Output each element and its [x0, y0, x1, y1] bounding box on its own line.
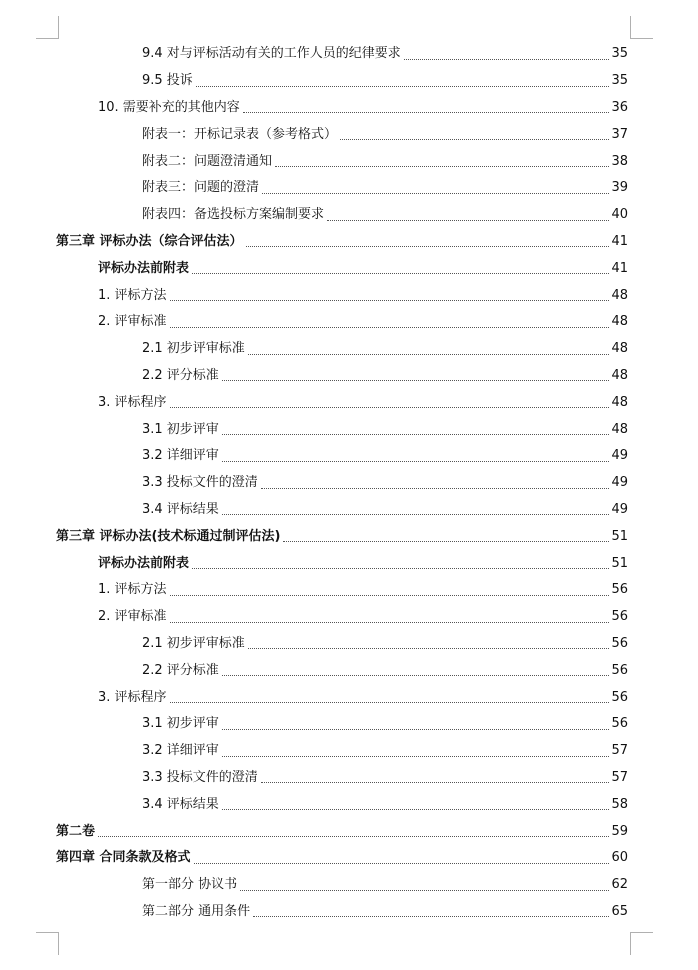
- toc-entry-title: 评标办法前附表: [98, 555, 190, 571]
- toc-dot-leader: [340, 139, 625, 140]
- toc-dot-leader: [253, 916, 625, 917]
- toc-entry[interactable]: [0, 765, 698, 792]
- toc-dot-leader: [404, 59, 625, 60]
- toc-entry-page-number: 51: [611, 528, 628, 544]
- crop-mark-bottom-right: [630, 932, 653, 955]
- toc-entry-title: 3.2 详细评审: [142, 743, 219, 759]
- toc-entry-title: 1. 评标方法: [98, 287, 167, 303]
- toc-dot-leader: [192, 568, 625, 569]
- crop-mark-top-left: [36, 16, 59, 39]
- toc-entry-title: 附表三：问题的澄清: [142, 180, 260, 196]
- toc-dot-leader: [243, 112, 625, 113]
- toc-entry-page-number: 48: [611, 314, 628, 330]
- toc-entry-title: 1. 评标方法: [98, 582, 167, 598]
- toc-dot-leader: [222, 461, 625, 462]
- toc-entry[interactable]: [0, 148, 698, 175]
- toc-dot-leader: [222, 809, 625, 810]
- toc-dot-leader: [222, 380, 625, 381]
- toc-entry-title: 第四章 合同条款及格式: [56, 850, 191, 866]
- toc-entry[interactable]: [0, 229, 698, 256]
- crop-mark-bottom-left: [36, 932, 59, 955]
- toc-dot-leader: [170, 327, 625, 328]
- toc-dot-leader: [192, 273, 625, 274]
- toc-dot-leader: [170, 595, 625, 596]
- toc-entry[interactable]: [0, 443, 698, 470]
- toc-entry[interactable]: [0, 657, 698, 684]
- toc-entry-title: 9.5 投诉: [142, 73, 193, 89]
- toc-dot-leader: [261, 782, 625, 783]
- toc-dot-leader: [170, 702, 625, 703]
- toc-entry-title: 第二部分 通用条件: [142, 903, 251, 919]
- toc-entry-page-number: 60: [611, 850, 628, 866]
- toc-entry-title: 3. 评标程序: [98, 689, 167, 705]
- toc-dot-leader: [170, 622, 625, 623]
- toc-entry[interactable]: [0, 818, 698, 845]
- toc-entry[interactable]: [0, 497, 698, 524]
- toc-entry-title: 3.4 评标结果: [142, 796, 219, 812]
- toc-entry[interactable]: [0, 791, 698, 818]
- toc-entry-title: 3.2 详细评审: [142, 448, 219, 464]
- toc-entry-title: 评标办法前附表: [98, 260, 190, 276]
- toc-entry-page-number: 57: [611, 743, 628, 759]
- toc-entry-title: 附表一：开标记录表（参考格式）: [142, 126, 338, 142]
- toc-entry-page-number: 56: [611, 582, 628, 598]
- toc-entry[interactable]: [0, 363, 698, 390]
- toc-entry-title: 第三章 评标办法(技术标通过制评估法): [56, 528, 281, 544]
- toc-dot-leader: [275, 166, 625, 167]
- toc-entry[interactable]: [0, 470, 698, 497]
- toc-entry-title: 3.1 初步评审: [142, 716, 219, 732]
- toc-entry-page-number: 39: [611, 180, 628, 196]
- toc-dot-leader: [222, 675, 625, 676]
- toc-dot-leader: [327, 220, 625, 221]
- toc-entry[interactable]: [0, 255, 698, 282]
- toc-dot-leader: [246, 246, 625, 247]
- toc-entry-page-number: 56: [611, 635, 628, 651]
- toc-entry-title: 10. 需要补充的其他内容: [98, 99, 240, 115]
- toc-entry[interactable]: [0, 282, 698, 309]
- toc-dot-leader: [194, 863, 625, 864]
- toc-dot-leader: [222, 756, 625, 757]
- toc-entry[interactable]: [0, 416, 698, 443]
- toc-dot-leader: [248, 354, 625, 355]
- toc-entry[interactable]: [0, 336, 698, 363]
- toc-entry[interactable]: [0, 711, 698, 738]
- toc-dot-leader: [222, 729, 625, 730]
- toc-entry-title: 2.2 评分标准: [142, 662, 219, 678]
- toc-entry-page-number: 49: [611, 501, 628, 517]
- table-of-contents: [0, 41, 698, 925]
- toc-entry[interactable]: [0, 631, 698, 658]
- toc-entry-page-number: 40: [611, 207, 628, 223]
- toc-entry-title: 附表四：备选投标方案编制要求: [142, 207, 325, 223]
- toc-entry-page-number: 58: [611, 796, 628, 812]
- toc-entry[interactable]: [0, 684, 698, 711]
- toc-entry[interactable]: [0, 604, 698, 631]
- toc-entry-page-number: 48: [611, 341, 628, 357]
- toc-entry-title: 第三章 评标办法（综合评估法）: [56, 233, 243, 249]
- toc-entry-page-number: 56: [611, 609, 628, 625]
- toc-entry-page-number: 41: [611, 260, 628, 276]
- toc-dot-leader: [262, 193, 625, 194]
- toc-entry-page-number: 65: [611, 903, 628, 919]
- toc-entry-title: 2.1 初步评审标准: [142, 635, 245, 651]
- toc-entry-page-number: 37: [611, 126, 628, 142]
- toc-entry-page-number: 56: [611, 716, 628, 732]
- toc-dot-leader: [283, 541, 625, 542]
- toc-dot-leader: [222, 514, 625, 515]
- toc-entry[interactable]: [0, 389, 698, 416]
- toc-entry-page-number: 36: [611, 99, 628, 115]
- toc-entry-title: 附表二：问题澄清通知: [142, 153, 273, 169]
- crop-mark-top-right: [630, 16, 653, 39]
- toc-entry-title: 2.1 初步评审标准: [142, 341, 245, 357]
- toc-entry-page-number: 48: [611, 421, 628, 437]
- toc-entry-title: 3. 评标程序: [98, 394, 167, 410]
- toc-entry-title: 2. 评审标准: [98, 609, 167, 625]
- toc-entry-page-number: 49: [611, 448, 628, 464]
- toc-entry[interactable]: [0, 550, 698, 577]
- toc-entry[interactable]: [0, 175, 698, 202]
- toc-entry-page-number: 56: [611, 662, 628, 678]
- toc-entry[interactable]: [0, 41, 698, 68]
- toc-entry-page-number: 57: [611, 769, 628, 785]
- toc-entry-title: 第一部分 协议书: [142, 877, 238, 893]
- toc-entry-page-number: 59: [611, 823, 628, 839]
- toc-entry[interactable]: [0, 121, 698, 148]
- toc-entry-page-number: 38: [611, 153, 628, 169]
- toc-entry[interactable]: [0, 309, 698, 336]
- toc-entry-page-number: 48: [611, 394, 628, 410]
- toc-entry-page-number: 48: [611, 287, 628, 303]
- toc-entry[interactable]: [0, 899, 698, 926]
- toc-dot-leader: [98, 836, 625, 837]
- toc-dot-leader: [170, 407, 625, 408]
- toc-entry-title: 3.3 投标文件的澄清: [142, 475, 258, 491]
- toc-entry[interactable]: [0, 577, 698, 604]
- toc-dot-leader: [170, 300, 625, 301]
- toc-entry-page-number: 35: [611, 46, 628, 62]
- toc-dot-leader: [222, 434, 625, 435]
- toc-entry[interactable]: [0, 202, 698, 229]
- toc-dot-leader: [240, 890, 625, 891]
- toc-entry-title: 第二卷: [56, 823, 96, 839]
- toc-dot-leader: [196, 86, 625, 87]
- toc-entry-title: 3.3 投标文件的澄清: [142, 769, 258, 785]
- toc-entry-title: 3.4 评标结果: [142, 501, 219, 517]
- toc-entry-page-number: 62: [611, 877, 628, 893]
- toc-entry-page-number: 49: [611, 475, 628, 491]
- toc-entry[interactable]: [0, 68, 698, 95]
- toc-entry-page-number: 35: [611, 73, 628, 89]
- toc-entry-title: 2. 评审标准: [98, 314, 167, 330]
- toc-entry-page-number: 56: [611, 689, 628, 705]
- toc-entry-title: 9.4 对与评标活动有关的工作人员的纪律要求: [142, 46, 401, 62]
- toc-entry-page-number: 41: [611, 233, 628, 249]
- toc-entry[interactable]: [0, 845, 698, 872]
- toc-entry[interactable]: [0, 872, 698, 899]
- toc-entry[interactable]: [0, 523, 698, 550]
- toc-entry-title: 3.1 初步评审: [142, 421, 219, 437]
- toc-entry[interactable]: [0, 738, 698, 765]
- toc-entry-page-number: 48: [611, 367, 628, 383]
- toc-dot-leader: [248, 648, 625, 649]
- toc-entry[interactable]: [0, 95, 698, 122]
- toc-entry-title: 2.2 评分标准: [142, 367, 219, 383]
- toc-dot-leader: [261, 488, 625, 489]
- toc-entry-page-number: 51: [611, 555, 628, 571]
